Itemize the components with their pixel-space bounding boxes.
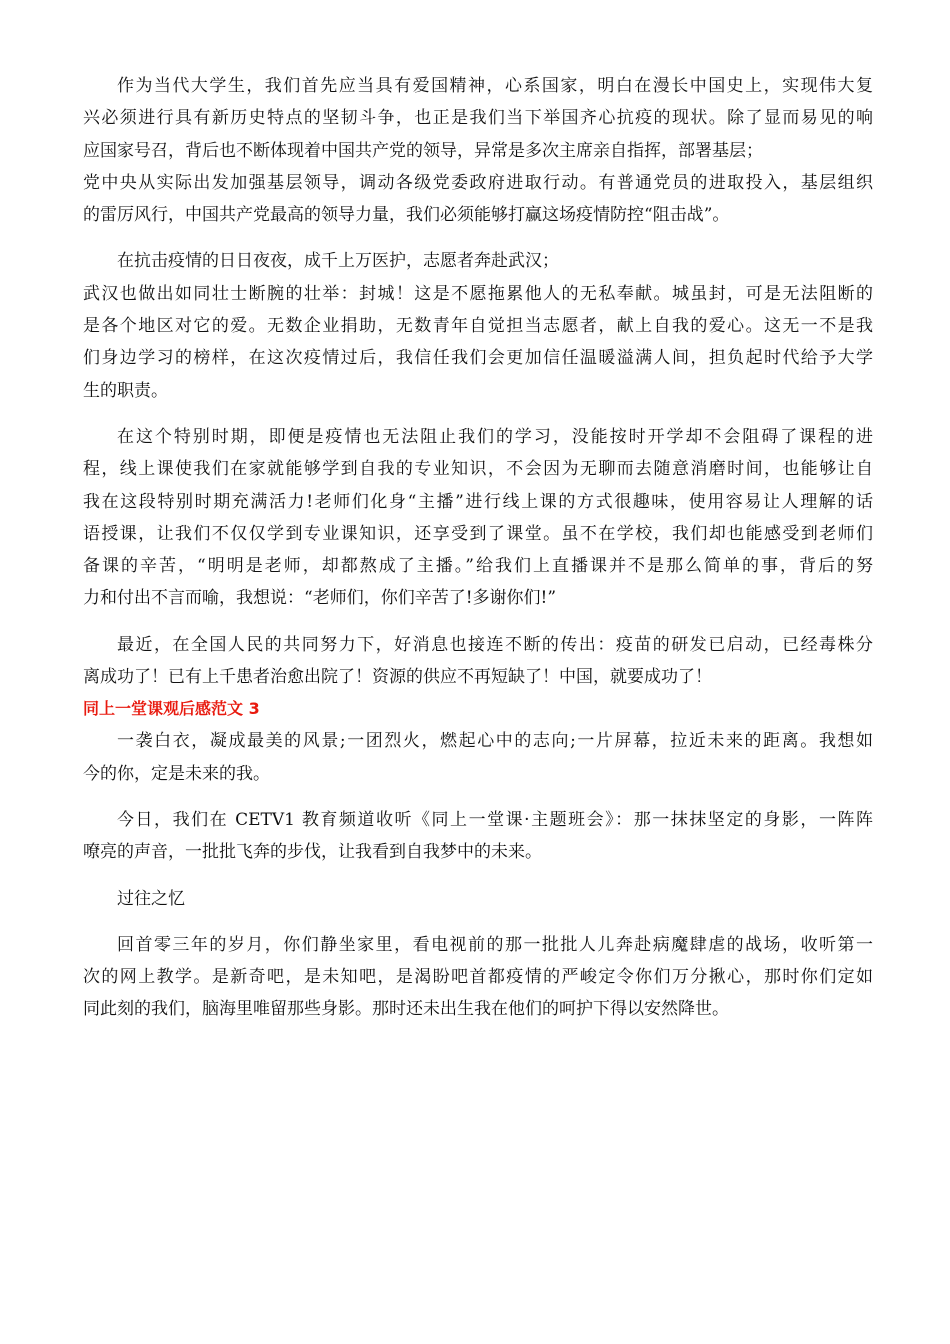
paragraph [83, 889, 873, 909]
section-heading: 同上一堂课观后感范文 3 [83, 699, 260, 719]
text-line: 在抗击疫情的日日夜夜，成千上万医护，志愿者奔赴武汉； [117, 251, 559, 272]
text-line: 的雷厉风行，中国共产党最高的领导力量，我们必须能够打赢这场疫情防控“阻击战”。 [83, 205, 730, 226]
text-line: 今日，我们在 CETV1 教育频道收听《同上一堂课·主题班会》：那一抹抹坚定的身影，一阵阵 [117, 809, 873, 830]
text-line: 次的网上教学。是新奇吧，是未知吧，是渴盼吧首都疫情的严峻定令你们万分揪心，那时你们定如 [83, 967, 873, 988]
text-line: 是各个地区对它的爱。无数企业捐助，无数青年自觉担当志愿者，献上自我的爱心。这无一不是我 [83, 316, 873, 337]
text-line: 作为当代大学生，我们首先应当具有爱国精神，心系国家，明白在漫长中国史上，实现伟大复 [117, 76, 873, 96]
paragraph [83, 635, 873, 687]
document-page [83, 76, 873, 1032]
text-line: 语授课，让我们不仅仅学到专业课知识，还享受到了课堂。虽不在学校，我们却也能感受到老师们 [83, 523, 873, 544]
text-line: 程，线上课使我们在家就能够学到自我的专业知识，不会因为无聊而去随意消磨时间，也能够让自 [83, 459, 873, 480]
text-line: 回首零三年的岁月，你们静坐家里，看电视前的那一批批人儿奔赴病魔肆虐的战场，收听第一 [117, 934, 873, 955]
paragraph [83, 427, 873, 608]
paragraph [83, 251, 873, 400]
text-line: 一袭白衣，凝成最美的风景;一团烈火，燃起心中的志向;一片屏幕，拉近未来的距离。我想如 [117, 731, 873, 752]
text-line: 我在这段特别时期充满活力!老师们化身“主播”进行线上课的方式很趣味，使用容易让人理解的话 [83, 491, 873, 512]
paragraph [83, 935, 873, 1020]
paragraph [83, 76, 873, 225]
text-line: 备课的辛苦，“明明是老师，却都熬成了主播。”给我们上直播课并不是那么简单的事，背后的努 [83, 556, 873, 577]
paragraph [83, 731, 873, 783]
text-line: 们身边学习的榜样，在这次疫情过后，我信任我们会更加信任温暖溢满人间，担负起时代给予大学 [83, 348, 873, 369]
text-line: 过往之忆 [117, 888, 185, 909]
text-line: 兴必须进行具有新历史特点的坚韧斗争，也正是我们当下举国齐心抗疫的现状。除了显而易见的响 [83, 108, 873, 129]
text-line: 生的职责。 [83, 380, 168, 401]
text-line: 力和付出不言而喻，我想说：“老师们，你们辛苦了!多谢你们!” [83, 588, 557, 609]
text-line: 武汉也做出如同壮士断腕的壮举：封城！这是不愿拖累他人的无私奉献。城虽封，可是无法阻断的 [83, 283, 873, 304]
text-line: 今的你，定是未来的我。 [83, 763, 270, 784]
text-line: 在这个特别时期，即便是疫情也无法阻止我们的学习，没能按时开学却不会阻碍了课程的进 [117, 426, 873, 447]
text-line: 同此刻的我们，脑海里唯留那些身影。那时还未出生我在他们的呵护下得以安然降世。 [83, 999, 729, 1020]
text-line: 离成功了！已有上千患者治愈出院了！资源的供应不再短缺了！中国，就要成功了！ [83, 667, 712, 688]
paragraph [83, 810, 873, 862]
text-line: 应国家号召，背后也不断体现着中国共产党的领导，异常是多次主席亲自指挥，部署基层； [83, 140, 763, 161]
text-line: 嘹亮的声音，一批批飞奔的步伐，让我看到自我梦中的未来。 [83, 842, 542, 863]
text-line: 最近，在全国人民的共同努力下，好消息也接连不断的传出：疫苗的研发已启动，已经毒株分 [117, 634, 873, 655]
text-line: 党中央从实际出发加强基层领导，调动各级党委政府进取行动。有普通党员的进取投入，基层组织 [83, 172, 873, 193]
